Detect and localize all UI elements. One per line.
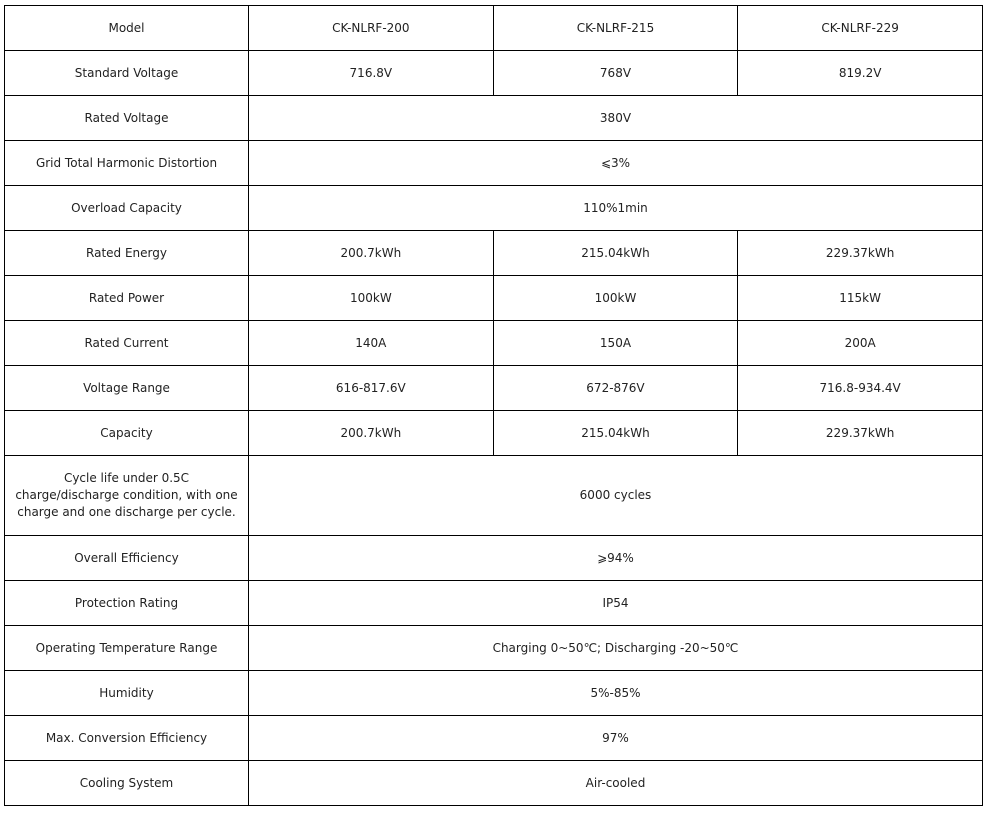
table-cell-shared: 380V xyxy=(249,96,983,141)
row-label: Capacity xyxy=(5,411,249,456)
table-cell-shared: 5%-85% xyxy=(249,671,983,716)
table-cell-shared: 6000 cycles xyxy=(249,456,983,536)
header-model-229: CK-NLRF-229 xyxy=(738,6,983,51)
row-label: Protection Rating xyxy=(5,581,249,626)
table-cell-shared: Air-cooled xyxy=(249,761,983,806)
table-cell: 200.7kWh xyxy=(249,411,494,456)
row-label: Cycle life under 0.5C charge/discharge condition, with one charge and one discharge per cycle. xyxy=(5,456,249,536)
table-row-voltage-range xyxy=(5,366,983,411)
table-row-grid-thd xyxy=(5,141,983,186)
table-cell-shared: ⩾94% xyxy=(249,536,983,581)
table-cell: 616-817.6V xyxy=(249,366,494,411)
table-cell: 200A xyxy=(738,321,983,366)
table-cell-shared: IP54 xyxy=(249,581,983,626)
table-cell: 229.37kWh xyxy=(738,231,983,276)
table-cell: 100kW xyxy=(493,276,738,321)
table-row-max-conversion-efficiency xyxy=(5,716,983,761)
table-cell: 819.2V xyxy=(738,51,983,96)
table-row-cycle-life xyxy=(5,456,983,536)
specification-table xyxy=(4,5,983,806)
header-model-200: CK-NLRF-200 xyxy=(249,6,494,51)
row-label: Rated Voltage xyxy=(5,96,249,141)
row-label: Overload Capacity xyxy=(5,186,249,231)
table-row-standard-voltage xyxy=(5,51,983,96)
table-row-rated-energy xyxy=(5,231,983,276)
table-row-protection-rating xyxy=(5,581,983,626)
table-row-overload-capacity xyxy=(5,186,983,231)
row-label: Standard Voltage xyxy=(5,51,249,96)
table-cell: 229.37kWh xyxy=(738,411,983,456)
row-label: Grid Total Harmonic Distortion xyxy=(5,141,249,186)
row-label: Cooling System xyxy=(5,761,249,806)
table-cell: 215.04kWh xyxy=(493,231,738,276)
row-label: Rated Energy xyxy=(5,231,249,276)
table-cell-shared: 97% xyxy=(249,716,983,761)
table-cell: 115kW xyxy=(738,276,983,321)
table-cell: 672-876V xyxy=(493,366,738,411)
table-cell: 140A xyxy=(249,321,494,366)
table-cell-shared: ⩽3% xyxy=(249,141,983,186)
table-row-operating-temperature xyxy=(5,626,983,671)
header-model-215: CK-NLRF-215 xyxy=(493,6,738,51)
table-cell: 200.7kWh xyxy=(249,231,494,276)
table-cell: 150A xyxy=(493,321,738,366)
row-label: Rated Current xyxy=(5,321,249,366)
table-row-rated-voltage xyxy=(5,96,983,141)
table-row-overall-efficiency xyxy=(5,536,983,581)
row-label: Overall Efficiency xyxy=(5,536,249,581)
table-row-humidity xyxy=(5,671,983,716)
row-label: Operating Temperature Range xyxy=(5,626,249,671)
table-row-capacity xyxy=(5,411,983,456)
table-cell: 716.8-934.4V xyxy=(738,366,983,411)
table-cell: 716.8V xyxy=(249,51,494,96)
table-cell: 768V xyxy=(493,51,738,96)
table-row-rated-power xyxy=(5,276,983,321)
row-label: Max. Conversion Efficiency xyxy=(5,716,249,761)
table-row-rated-current xyxy=(5,321,983,366)
table-cell: 215.04kWh xyxy=(493,411,738,456)
row-label: Voltage Range xyxy=(5,366,249,411)
table-cell: 100kW xyxy=(249,276,494,321)
header-model-label: Model xyxy=(5,6,249,51)
table-cell-shared: 110%1min xyxy=(249,186,983,231)
row-label: Humidity xyxy=(5,671,249,716)
table-header-row xyxy=(5,6,983,51)
table-row-cooling-system xyxy=(5,761,983,806)
table-cell-shared: Charging 0~50℃; Discharging -20~50℃ xyxy=(249,626,983,671)
row-label: Rated Power xyxy=(5,276,249,321)
